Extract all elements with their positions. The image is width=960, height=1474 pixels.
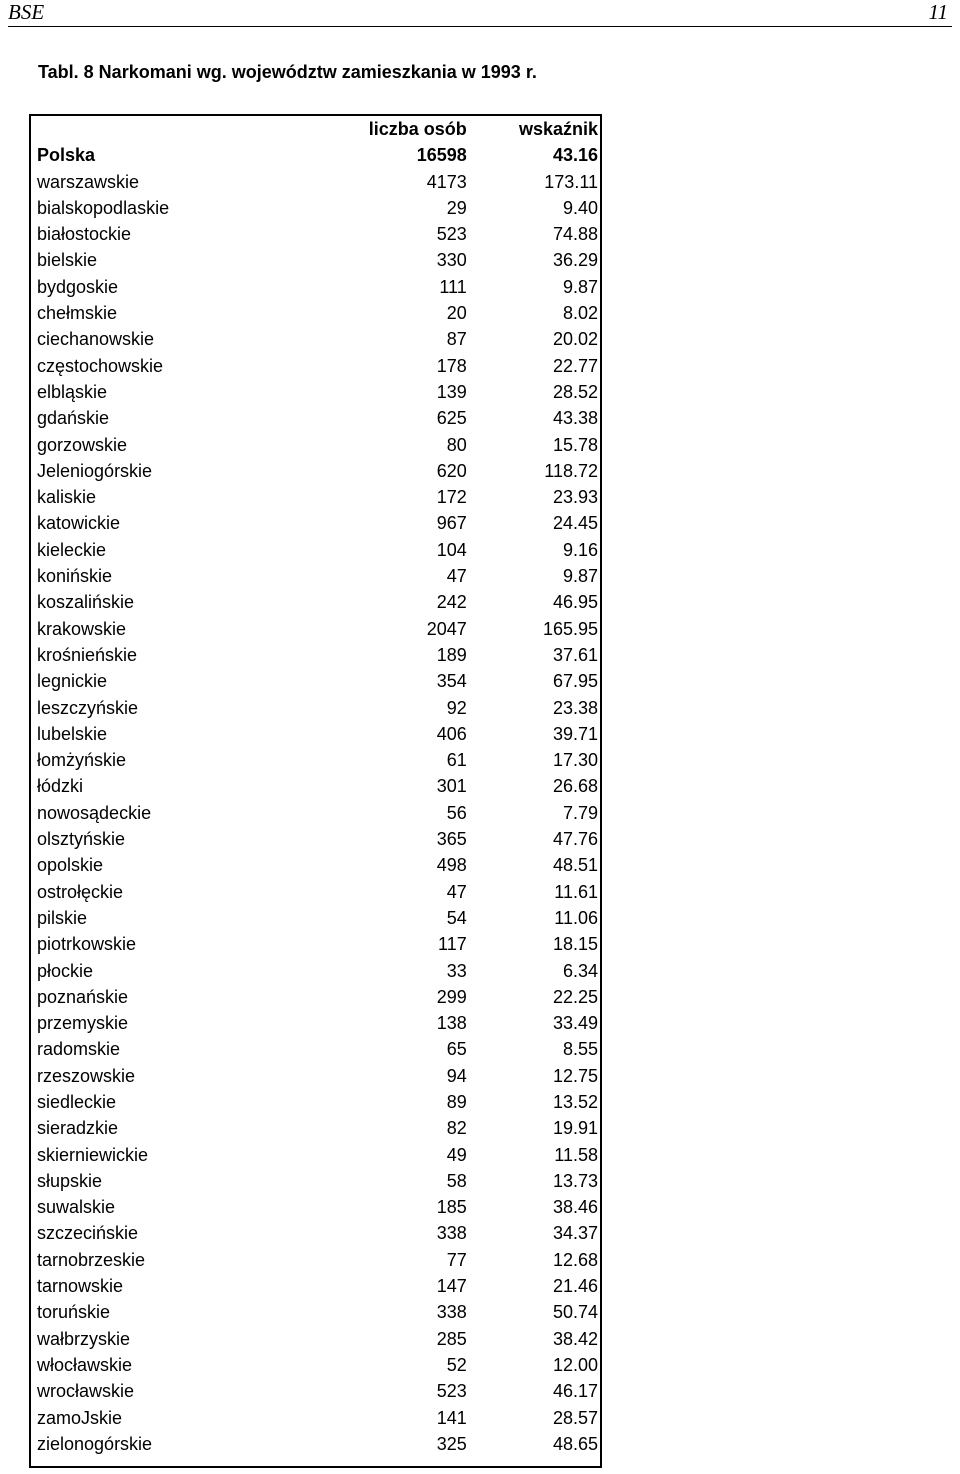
index-value: 118.72 [544, 460, 598, 481]
region-name: poznańskie [37, 986, 129, 1007]
region-name: sieradzkie [37, 1118, 119, 1139]
region-name: gdańskie [37, 408, 110, 429]
table-row [31, 1431, 600, 1457]
region-name: piotrkowskie [37, 934, 137, 955]
table-row [31, 1405, 600, 1431]
person-count: 285 [436, 1328, 467, 1349]
region-name: suwalskie [37, 1197, 116, 1218]
index-value: 21.46 [552, 1276, 598, 1297]
table-row [31, 510, 600, 536]
index-value: 12.75 [552, 1065, 598, 1086]
region-name: warszawskie [37, 171, 140, 192]
region-name: słupskie [37, 1170, 103, 1191]
region-name: leszczyńskie [37, 697, 139, 718]
region-name: wałbrzyskie [37, 1328, 131, 1349]
index-value: 6.34 [562, 960, 598, 981]
index-value: 47.76 [552, 829, 598, 850]
person-count: 33 [446, 960, 467, 981]
region-name: ostrołęckie [37, 881, 124, 902]
region-name: bialskopodlaskie [37, 197, 170, 218]
person-count: 56 [446, 802, 467, 823]
region-name: tarnowskie [37, 1276, 124, 1297]
table-row [31, 195, 600, 221]
table-row [31, 931, 600, 957]
region-name: katowickie [37, 513, 121, 534]
person-count: 87 [446, 329, 467, 350]
index-value: 17.30 [552, 750, 598, 771]
table-row [31, 616, 600, 642]
person-count: 52 [446, 1354, 467, 1375]
table-row [31, 432, 600, 458]
region-name: zamoJskie [37, 1407, 123, 1428]
region-name: legnickie [37, 671, 108, 692]
index-value: 15.78 [552, 434, 598, 455]
region-name: krośnieńskie [37, 644, 138, 665]
index-value: 9.40 [562, 197, 598, 218]
table-row [31, 1063, 600, 1089]
index-value: 18.15 [552, 934, 598, 955]
table-row [31, 1273, 600, 1299]
index-value: 22.25 [552, 986, 598, 1007]
table-row [31, 274, 600, 300]
person-count: 2047 [426, 618, 467, 639]
person-count: 65 [446, 1039, 467, 1060]
index-value: 48.65 [552, 1433, 598, 1454]
table-row [31, 1247, 600, 1273]
table-row [31, 1378, 600, 1404]
index-value: 28.57 [552, 1407, 598, 1428]
index-value: 13.73 [552, 1170, 598, 1191]
table-row [31, 826, 600, 852]
person-count: 80 [446, 434, 467, 455]
person-count: 523 [436, 1381, 467, 1402]
region-name: łomżyńskie [37, 750, 127, 771]
index-value: 23.93 [552, 487, 598, 508]
table-row [31, 300, 600, 326]
index-value: 39.71 [552, 723, 598, 744]
person-count: 967 [436, 513, 467, 534]
table-row [31, 905, 600, 931]
column-header-index: wskaźnik [518, 119, 598, 139]
person-count: 406 [436, 723, 467, 744]
region-name: nowosądeckie [37, 802, 152, 823]
person-count: 625 [436, 408, 467, 429]
index-value: 24.45 [552, 513, 598, 534]
region-name: krakowskie [37, 618, 127, 639]
person-count: 354 [436, 671, 467, 692]
table-row [31, 1220, 600, 1246]
index-value: 165.95 [542, 618, 598, 639]
column-header-count: liczba osób [368, 119, 467, 139]
index-value: 12.00 [552, 1354, 598, 1375]
region-name: siedleckie [37, 1091, 117, 1112]
table-row [31, 458, 600, 484]
region-name: zielonogórskie [37, 1433, 153, 1454]
table-row [31, 984, 600, 1010]
header-left-text: BSE [8, 0, 45, 24]
person-count: 16598 [416, 145, 467, 166]
table-row [31, 773, 600, 799]
person-count: 47 [446, 881, 467, 902]
region-name: szczecińskie [37, 1223, 139, 1244]
region-name: Jeleniogórskie [37, 460, 153, 481]
table-row [31, 721, 600, 747]
person-count: 139 [436, 381, 467, 402]
region-name: ciechanowskie [37, 329, 155, 350]
table-row [31, 1168, 600, 1194]
region-name: olsztyńskie [37, 829, 126, 850]
person-count: 338 [436, 1223, 467, 1244]
person-count: 61 [446, 750, 467, 771]
index-value: 36.29 [552, 250, 598, 271]
table-row [31, 1326, 600, 1352]
person-count: 330 [436, 250, 467, 271]
table-row-total [31, 142, 600, 168]
person-count: 620 [436, 460, 467, 481]
index-value: 50.74 [552, 1302, 598, 1323]
person-count: 299 [436, 986, 467, 1007]
region-name: przemyskie [37, 1013, 129, 1034]
person-count: 104 [436, 539, 467, 560]
index-value: 8.55 [562, 1039, 598, 1060]
table-row [31, 695, 600, 721]
person-count: 242 [436, 592, 467, 613]
data-table-container [29, 114, 602, 1468]
data-table [31, 116, 600, 1457]
table-row [31, 589, 600, 615]
index-value: 74.88 [552, 224, 598, 245]
index-value: 11.58 [554, 1144, 598, 1165]
person-count: 498 [436, 855, 467, 876]
table-row [31, 852, 600, 878]
region-name: bielskie [37, 250, 98, 271]
person-count: 185 [436, 1197, 467, 1218]
region-name: kieleckie [37, 539, 107, 560]
region-name: włocławskie [37, 1354, 133, 1375]
index-value: 11.61 [554, 881, 598, 902]
index-value: 67.95 [552, 671, 598, 692]
index-value: 11.06 [554, 907, 598, 928]
table-row [31, 484, 600, 510]
page-header [8, 0, 952, 27]
region-name: koszalińskie [37, 592, 135, 613]
person-count: 523 [436, 224, 467, 245]
table-row [31, 1036, 600, 1062]
index-value: 33.49 [552, 1013, 598, 1034]
table-row [31, 1194, 600, 1220]
index-value: 46.95 [552, 592, 598, 613]
person-count: 92 [446, 697, 467, 718]
region-name: bydgoskie [37, 276, 119, 297]
index-value: 173.11 [544, 171, 598, 192]
person-count: 325 [436, 1433, 467, 1454]
index-value: 19.91 [552, 1118, 598, 1139]
index-value: 43.38 [552, 408, 598, 429]
index-value: 38.42 [552, 1328, 598, 1349]
table-row [31, 1010, 600, 1036]
index-value: 9.16 [562, 539, 598, 560]
index-value: 8.02 [562, 303, 598, 324]
table-row [31, 537, 600, 563]
region-name: skierniewickie [37, 1144, 149, 1165]
index-value: 28.52 [552, 381, 598, 402]
index-value: 9.87 [562, 276, 598, 297]
person-count: 94 [446, 1065, 467, 1086]
person-count: 89 [446, 1091, 467, 1112]
table-row [31, 747, 600, 773]
region-name: elbląskie [37, 381, 108, 402]
region-name: wrocławskie [37, 1381, 135, 1402]
region-name: Polska [37, 145, 96, 166]
region-name: płockie [37, 960, 94, 981]
index-value: 43.16 [552, 145, 598, 166]
region-name: tarnobrzeskie [37, 1249, 146, 1270]
table-row [31, 1089, 600, 1115]
region-name: częstochowskie [37, 355, 164, 376]
table-row [31, 563, 600, 589]
index-value: 37.61 [552, 644, 598, 665]
person-count: 301 [436, 776, 467, 797]
table-row [31, 642, 600, 668]
person-count: 29 [446, 197, 467, 218]
region-name: chełmskie [37, 303, 118, 324]
region-name: rzeszowskie [37, 1065, 136, 1086]
region-name: radomskie [37, 1039, 121, 1060]
index-value: 9.87 [562, 566, 598, 587]
table-row [31, 958, 600, 984]
table-row [31, 353, 600, 379]
person-count: 58 [446, 1170, 467, 1191]
person-count: 178 [436, 355, 467, 376]
person-count: 365 [436, 829, 467, 850]
person-count: 4173 [426, 171, 467, 192]
index-value: 7.79 [562, 802, 598, 823]
index-value: 12.68 [552, 1249, 598, 1270]
table-row [31, 1352, 600, 1378]
column-header-region [31, 116, 311, 142]
person-count: 172 [436, 487, 467, 508]
index-value: 26.68 [552, 776, 598, 797]
table-title: Tabl. 8 Narkomani wg. województw zamieszkania w 1993 r. [38, 62, 537, 82]
region-name: toruńskie [37, 1302, 111, 1323]
region-name: konińskie [37, 566, 113, 587]
person-count: 189 [436, 644, 467, 665]
table-row [31, 379, 600, 405]
person-count: 141 [436, 1407, 467, 1428]
person-count: 49 [446, 1144, 467, 1165]
person-count: 47 [446, 566, 467, 587]
index-value: 20.02 [552, 329, 598, 350]
person-count: 54 [446, 907, 467, 928]
table-row [31, 405, 600, 431]
table-row [31, 247, 600, 273]
index-value: 46.17 [552, 1381, 598, 1402]
index-value: 38.46 [552, 1197, 598, 1218]
person-count: 338 [436, 1302, 467, 1323]
index-value: 23.38 [552, 697, 598, 718]
region-name: pilskie [37, 907, 88, 928]
index-value: 48.51 [552, 855, 598, 876]
table-row [31, 800, 600, 826]
person-count: 138 [436, 1013, 467, 1034]
person-count: 117 [438, 934, 467, 955]
index-value: 13.52 [552, 1091, 598, 1112]
table-row [31, 1115, 600, 1141]
person-count: 82 [446, 1118, 467, 1139]
table-row [31, 1299, 600, 1325]
region-name: opolskie [37, 855, 104, 876]
index-value: 34.37 [552, 1223, 598, 1244]
person-count: 20 [446, 303, 467, 324]
table-row [31, 668, 600, 694]
table-row [31, 221, 600, 247]
person-count: 111 [439, 276, 467, 297]
table-row [31, 1142, 600, 1168]
table-row [31, 169, 600, 195]
region-name: lubelskie [37, 723, 108, 744]
region-name: łódzki [37, 776, 84, 797]
table-row [31, 879, 600, 905]
region-name: białostockie [37, 224, 132, 245]
page-number: 11 [928, 0, 948, 24]
region-name: gorzowskie [37, 434, 128, 455]
person-count: 77 [446, 1249, 467, 1270]
index-value: 22.77 [552, 355, 598, 376]
table-header-row [31, 116, 600, 142]
table-row [31, 326, 600, 352]
region-name: kaliskie [37, 487, 97, 508]
person-count: 147 [436, 1276, 467, 1297]
